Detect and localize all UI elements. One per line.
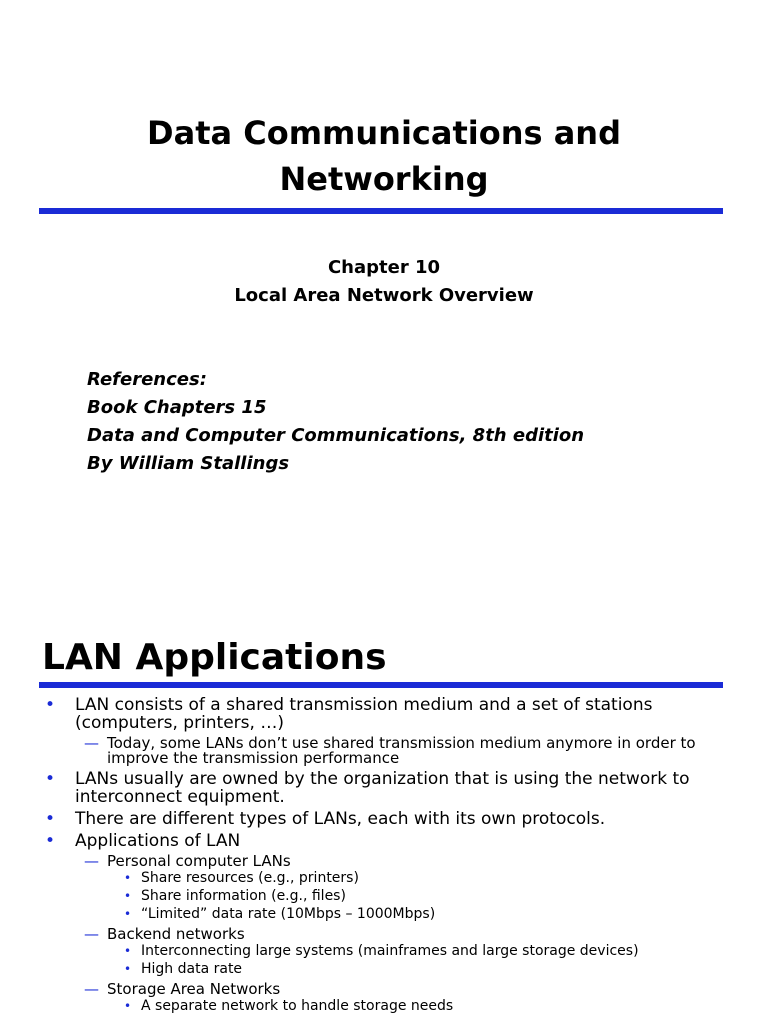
sub-sub-bullet-text: Share information (e.g., files) — [141, 888, 346, 904]
references-heading: References: — [87, 369, 207, 390]
bullet-dot-icon: • — [124, 907, 132, 921]
sub-sub-bullet-item — [0, 943, 768, 960]
dash-icon: — — [84, 734, 99, 752]
sub-sub-bullet-item — [0, 998, 768, 1015]
bullet-list — [0, 692, 768, 1015]
sub-bullet-item — [0, 927, 768, 942]
sub-sub-bullet-text: A separate network to handle storage needs — [141, 998, 454, 1014]
bullet-dot-icon: • — [45, 809, 56, 829]
bullet-item — [0, 696, 768, 732]
sub-sub-bullet-text: Interconnecting large systems (mainframes and large storage devices) — [141, 943, 639, 959]
bullet-dot-icon: • — [124, 944, 132, 958]
sub-bullet-text: Storage Area Networks — [107, 980, 281, 998]
sub-bullet-text: Today, some LANs don’t use shared transmission medium anymore in order to — [107, 734, 696, 752]
title-divider — [39, 682, 723, 688]
bullet-text: (computers, printers, …) — [75, 713, 284, 733]
slide-title — [60, 110, 708, 202]
bullet-dot-icon: • — [45, 831, 56, 851]
reference-chapters: Book Chapters 15 — [87, 397, 267, 418]
sub-bullet-item — [0, 982, 768, 997]
sub-sub-bullet-item — [0, 906, 768, 923]
chapter-title: Local Area Network Overview — [234, 285, 534, 306]
bullet-dot-icon: • — [124, 962, 132, 976]
bullet-text: interconnect equipment. — [75, 787, 285, 807]
sub-sub-bullet-text: “Limited” data rate (10Mbps – 1000Mbps) — [141, 906, 436, 922]
dash-icon: — — [84, 852, 99, 870]
sub-sub-bullet-item — [0, 870, 768, 887]
dash-icon: — — [84, 980, 99, 998]
reference-book: Data and Computer Communications, 8th edition — [87, 425, 585, 446]
sub-sub-bullet-text: High data rate — [141, 961, 243, 977]
sub-sub-bullet-item — [0, 961, 768, 978]
bullet-item — [0, 810, 768, 828]
bullet-dot-icon: • — [45, 695, 56, 715]
sub-bullet-text: improve the transmission performance — [107, 749, 400, 767]
chapter-number: Chapter 10 — [327, 257, 441, 278]
sub-bullet-item — [0, 736, 768, 766]
dash-icon: — — [84, 925, 99, 943]
bullet-dot-icon: • — [124, 889, 132, 903]
sub-sub-bullet-item — [0, 888, 768, 905]
bullet-text: There are different types of LANs, each with its own protocols. — [75, 809, 606, 829]
bullet-item — [0, 832, 768, 850]
slide-title-line1: Data Communications and — [147, 114, 621, 152]
sub-sub-bullet-text: Share resources (e.g., printers) — [141, 870, 359, 886]
bullet-text: LANs usually are owned by the organization that is using the network to — [75, 769, 690, 789]
sub-bullet-text: Backend networks — [107, 925, 245, 943]
bullet-dot-icon: • — [124, 871, 132, 885]
sub-bullet-text: Personal computer LANs — [107, 852, 291, 870]
bullet-dot-icon: • — [45, 769, 56, 789]
bullet-dot-icon: • — [124, 999, 132, 1013]
slide-title-line2: Networking — [279, 160, 489, 198]
references-block — [87, 366, 727, 478]
bullet-text: Applications of LAN — [75, 831, 241, 851]
reference-author: By William Stallings — [87, 453, 290, 474]
slide-title: LAN Applications — [42, 637, 387, 678]
bullet-item — [0, 770, 768, 806]
lan-applications-slide — [0, 620, 768, 1024]
title-divider — [39, 208, 723, 214]
sub-bullet-item — [0, 854, 768, 869]
bullet-text: LAN consists of a shared transmission medium and a set of stations — [75, 695, 653, 715]
